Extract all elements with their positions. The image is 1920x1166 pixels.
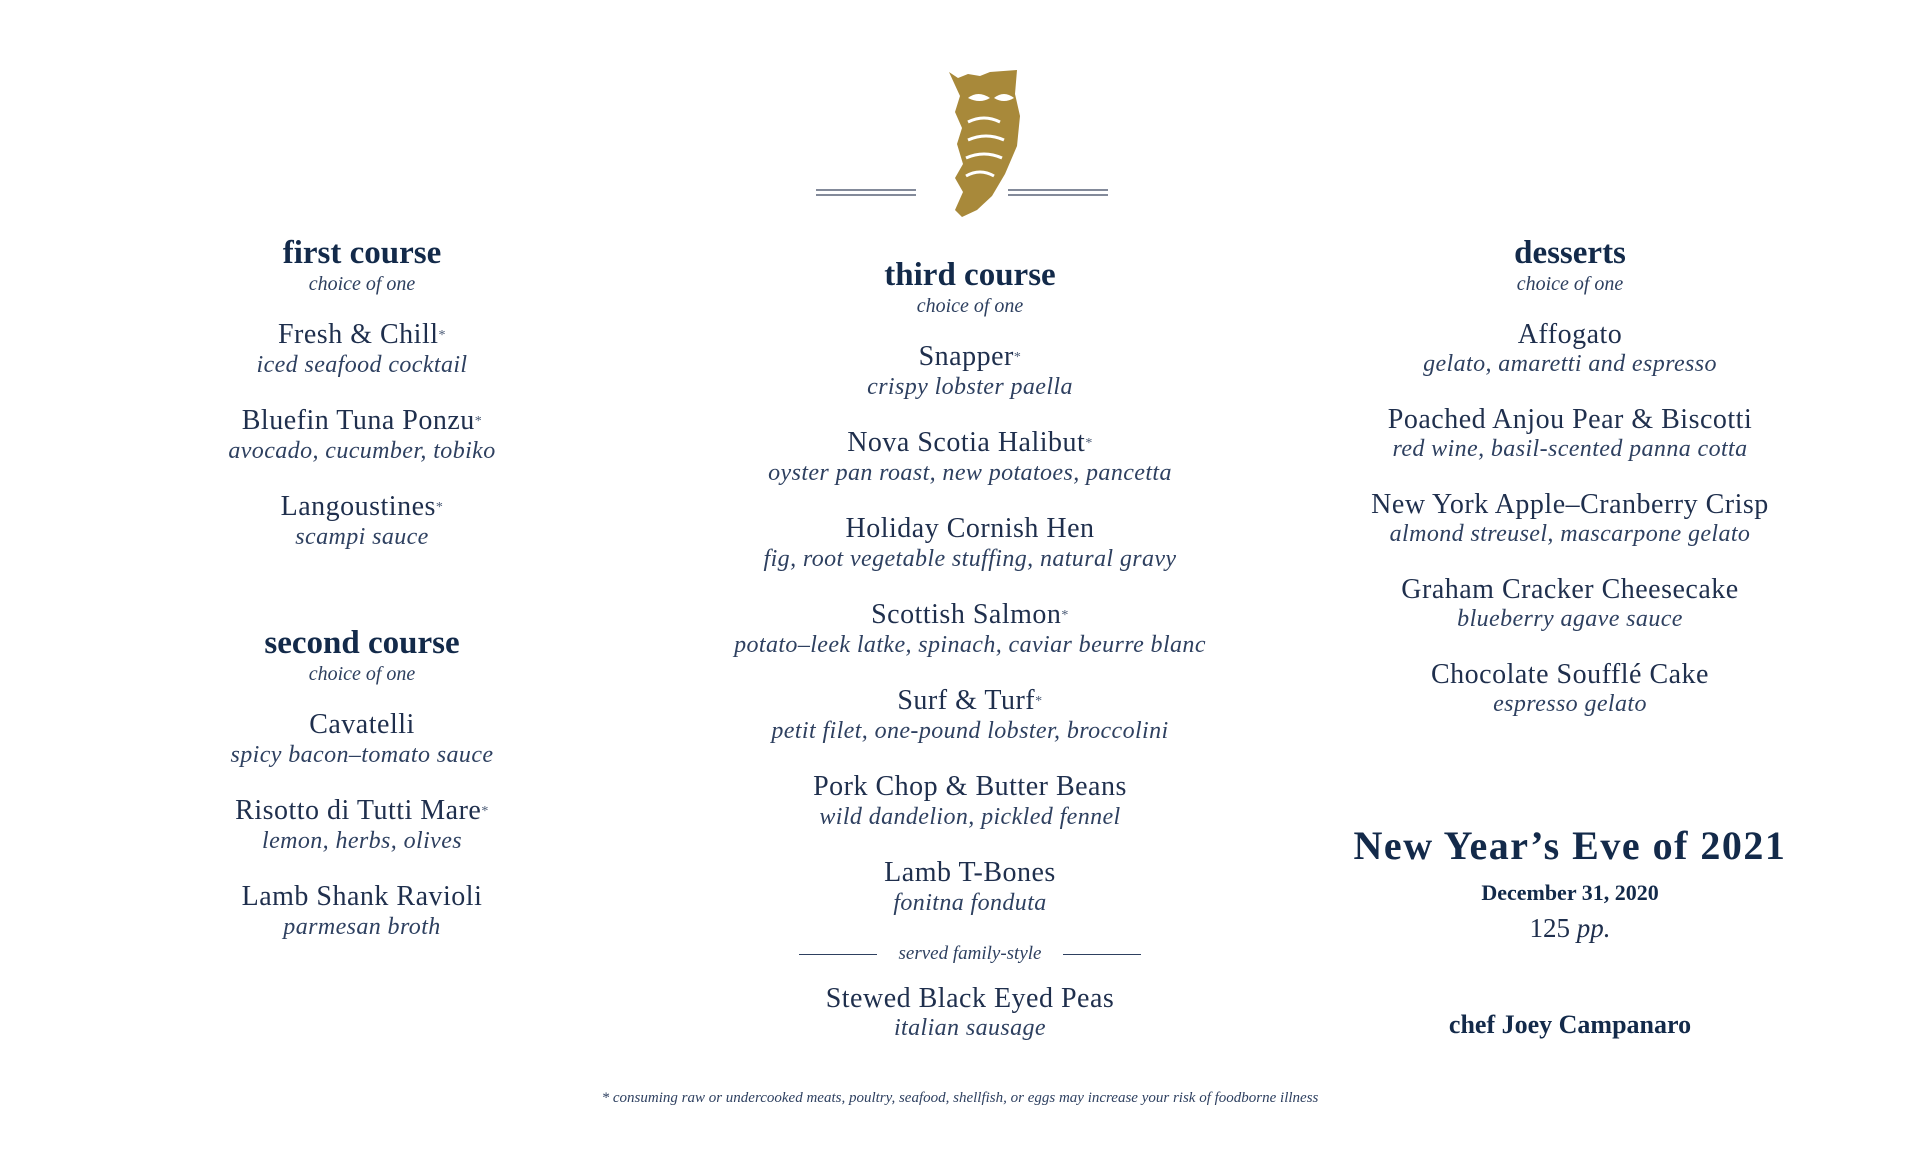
raw-marker: * [481,804,489,819]
family-style-label: served family-style [898,943,1042,964]
item-description: spicy bacon–tomato sauce [230,742,494,768]
menu-item [680,341,1260,401]
item-description: fig, root vegetable stuffing, natural gravy [763,546,1177,572]
item-name: Lamb T-Bones [884,857,1056,888]
item-description: lemon, herbs, olives [262,828,462,854]
item-description: gelato, amaretti and espresso [1423,351,1717,377]
first-course-title: first course [282,235,442,271]
third-course-subtitle: choice of one [916,295,1024,317]
first-course-subtitle: choice of one [308,273,416,295]
price-unit: pp. [1576,913,1611,943]
third-course-title: third course [884,257,1056,293]
event-date: December 31, 2020 [1481,880,1659,905]
item-description: espresso gelato [1493,691,1647,717]
desserts-title: desserts [1514,235,1626,271]
item-name: New York Apple–Cranberry Crisp [1371,489,1769,520]
item-description: crispy lobster paella [867,374,1073,400]
item-name: Risotto di Tutti Mare [235,795,482,826]
item-description: blueberry agave sauce [1457,606,1683,632]
item-description: petit filet, one-pound lobster, broccolini [771,718,1169,744]
price-value: 125 [1529,913,1570,943]
item-name: Holiday Cornish Hen [845,513,1095,544]
raw-marker: * [1035,694,1043,709]
item-description: oyster pan roast, new potatoes, pancetta [768,460,1172,486]
menu-item [1330,319,1810,378]
item-name: Nova Scotia Halibut [847,427,1086,458]
item-name: Bluefin Tuna Ponzu [241,405,475,436]
raw-marker: * [474,414,483,429]
item-description: almond streusel, mascarpone gelato [1389,521,1751,547]
second-course-subtitle: choice of one [308,663,416,685]
item-name: Scottish Salmon [871,599,1062,630]
section-spacer [162,577,562,623]
menu-item [1330,489,1810,548]
item-description: iced seafood cocktail [256,352,468,378]
menu-item [1330,404,1810,463]
item-description: wild dandelion, pickled fennel [819,804,1121,830]
item-description: avocado, cucumber, tobiko [228,438,496,464]
chef-name: chef Joey Campanaro [1448,1010,1692,1039]
menu-item [1330,659,1810,718]
divider-line [799,954,877,955]
owl-logo [812,64,1112,224]
desserts-subtitle: choice of one [1516,273,1624,295]
menu-item [680,771,1260,831]
menu-item [162,795,562,855]
item-name: Cavatelli [309,709,415,740]
item-name: Poached Anjou Pear & Biscotti [1387,404,1753,435]
raw-marker: * [438,328,446,343]
family-style-item [680,983,1260,1042]
item-name: Lamb Shank Ravioli [241,881,483,912]
item-description: potato–leek latke, spinach, caviar beurre blanc [734,632,1206,658]
menu-item [680,857,1260,917]
menu-item [162,319,562,379]
right-column [1330,233,1810,744]
menu-item [680,599,1260,659]
item-name: Chocolate Soufflé Cake [1431,659,1709,690]
menu-item [1330,574,1810,633]
item-name: Snapper [918,341,1014,372]
raw-marker: * [1085,436,1093,451]
item-description: italian sausage [893,1015,1046,1041]
food-safety-disclaimer: * consuming raw or undercooked meats, poultry, seafood, shellfish, or eggs may increase your risk of foodborne illness [601,1090,1319,1106]
menu-item [162,491,562,551]
raw-marker: * [435,500,444,515]
item-name: Affogato [1517,319,1623,350]
item-name: Fresh & Chill [277,319,439,350]
family-style-divider [680,943,1260,965]
middle-column [680,255,1260,1068]
item-name: Pork Chop & Butter Beans [813,771,1127,802]
item-description: fonitna fonduta [893,890,1047,916]
item-description: scampi sauce [295,524,429,550]
item-description: parmesan broth [283,914,441,940]
raw-marker: * [1061,608,1069,623]
item-description: red wine, basil-scented panna cotta [1392,436,1748,462]
item-name: Stewed Black Eyed Peas [825,983,1115,1014]
menu-item [162,405,562,465]
event-info [1330,822,1810,946]
item-name: Surf & Turf [897,685,1036,716]
divider-line [1063,954,1141,955]
menu-item [162,709,562,769]
left-column [162,233,562,967]
second-course-title: second course [264,625,460,661]
raw-marker: * [1013,350,1022,365]
event-price [1330,910,1810,946]
item-name: Graham Cracker Cheesecake [1401,574,1739,605]
menu-item [680,427,1260,487]
event-title: New Year’s Eve of 2021 [1353,823,1787,868]
menu-item [680,685,1260,745]
menu-item [680,513,1260,573]
item-name: Langoustines [280,491,436,522]
owl-icon [812,64,1112,224]
menu-item [162,881,562,941]
